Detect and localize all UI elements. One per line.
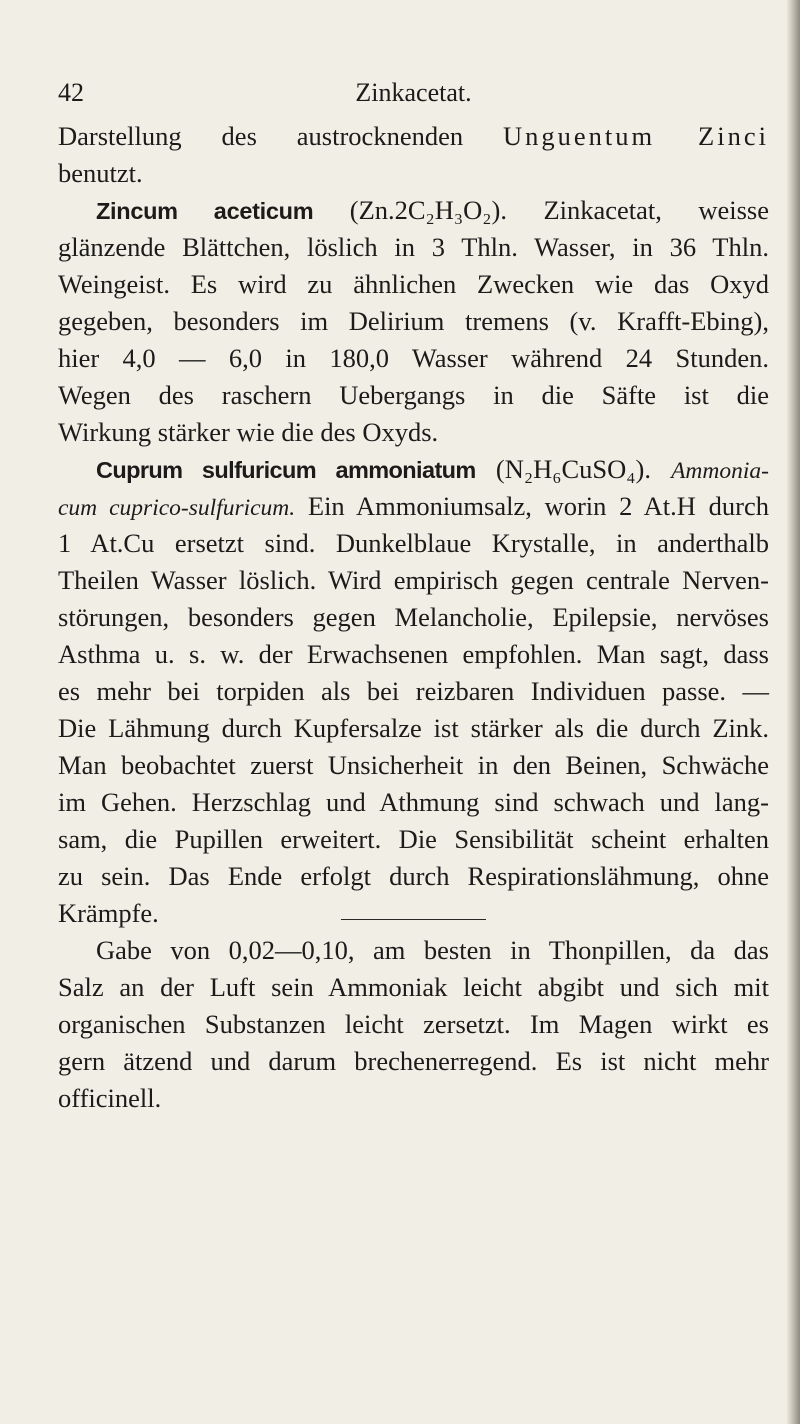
text-line: zu sein. Das Ende erfolgt durch Respirationslähmung, ohne — [58, 861, 769, 891]
text-line: sam, die Pupillen erweitert. Die Sensibilität scheint erhalten — [58, 824, 769, 854]
text-line: Die Lähmung durch Kupfersalze ist stärker als die durch Zink. — [58, 713, 769, 743]
text-line: organischen Substanzen leicht zersetzt. Im Magen wirkt es — [58, 1009, 769, 1039]
text-line: Salz an der Luft sein Ammoniak leicht abgibt und sich mit — [58, 972, 769, 1002]
text-line: Darstellung des austrocknenden Unguentum Zinci — [58, 121, 769, 151]
text-line: Weingeist. Es wird zu ähnlichen Zwecken wie das Oxyd — [58, 269, 769, 299]
text-line: Wirkung stärker wie die des Oxyds. — [58, 417, 439, 447]
text-line: Theilen Wasser löslich. Wird empirisch gegen centrale Nerven- — [58, 565, 769, 595]
text-line: glänzende Blättchen, löslich in 3 Thln. Wasser, in 36 Thln. — [58, 232, 769, 262]
page-edge-shadow — [786, 0, 800, 1424]
text-line: im Gehen. Herzschlag und Athmung sind schwach und lang- — [58, 787, 769, 817]
text-line: Asthma u. s. w. der Erwachsenen empfohlen. Man sagt, dass — [58, 639, 769, 669]
text-line: es mehr bei torpiden als bei reizbaren Individuen passe. — — [58, 676, 769, 706]
running-title: Zinkacetat. — [355, 78, 472, 107]
page-number: 42 — [58, 78, 84, 107]
body-text — [58, 118, 769, 1117]
paragraph-dosage: Gabe von 0,02—0,10, am besten in Thonpillen, da das — [96, 935, 769, 965]
entry-zincum-aceticum: Zincum aceticum (Zn.2C₂H₃O₂). Zinkacetat, weisse — [96, 195, 769, 225]
spaced-term: Unguentum Zinci — [503, 121, 769, 151]
text-line: 1 At.Cu ersetzt sind. Dunkelblaue Krystalle, in anderthalb — [58, 528, 769, 558]
entry-heading: Cuprum sulfuricum ammoniatum — [96, 457, 476, 483]
text-line: Wegen des raschern Uebergangs in die Säfte ist die — [58, 380, 769, 410]
book-page — [58, 78, 769, 1117]
entry-heading: Zincum aceticum — [96, 198, 314, 224]
text-line: Man beobachtet zuerst Unsicherheit in den Beinen, Schwäche — [58, 750, 769, 780]
text-line: cum cuprico-sulfuricum. Ein Ammoniumsalz, worin 2 At.H durch — [58, 491, 769, 521]
entry-cuprum-sulfuricum: Cuprum sulfuricum ammoniatum (N₂H₆CuSO₄). Ammonia- — [96, 454, 769, 484]
text-line: gegeben, besonders im Delirium tremens (v. Krafft-Ebing), — [58, 306, 769, 336]
latin-synonym: Ammonia- — [671, 458, 769, 484]
text-line: officinell. — [58, 1083, 162, 1113]
text-line: benutzt. — [58, 158, 143, 188]
latin-synonym: cum cuprico-sulfuricum. — [58, 495, 296, 521]
text-line: hier 4,0 — 6,0 in 180,0 Wasser während 24 Stunden. — [58, 343, 769, 373]
text-line: störungen, besonders gegen Melancholie, Epilepsie, nervöses — [58, 602, 769, 632]
running-header — [58, 78, 769, 114]
text-line: Krämpfe. — [58, 898, 159, 928]
text-line: gern ätzend und darum brechenerregend. Es ist nicht mehr — [58, 1046, 769, 1076]
section-divider-rule — [341, 919, 486, 920]
